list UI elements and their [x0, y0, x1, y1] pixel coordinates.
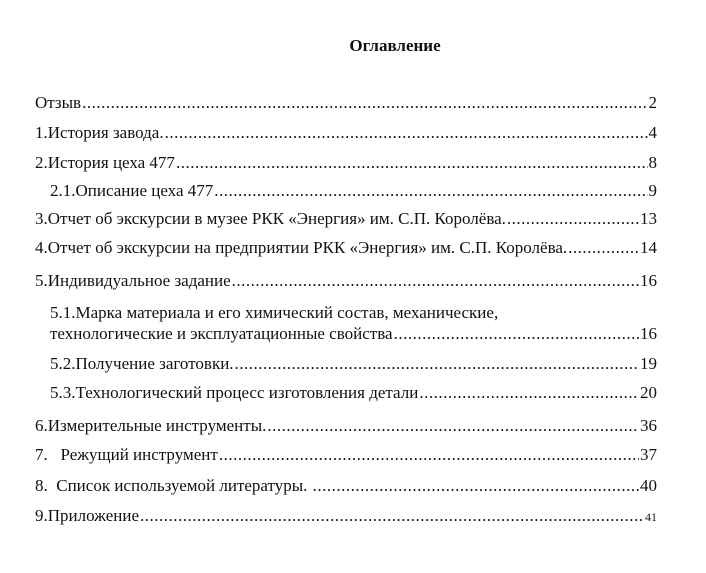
toc-entry-label: Отзыв: [35, 93, 82, 112]
toc-entry-measuring-tools[interactable]: [35, 416, 657, 436]
toc-page-number: 13: [640, 209, 657, 228]
toc-entry-label: 3.Отчет об экскурсии в музее РКК «Энергия» им. С.П. Королёва.: [35, 209, 506, 228]
dot-leader: [419, 383, 639, 403]
dot-leader: [313, 476, 639, 496]
dot-leader: [235, 354, 639, 374]
toc-entry-material-properties[interactable]: [50, 324, 657, 344]
dot-leader: [232, 271, 639, 291]
toc-entry-label: 9.Приложение: [35, 506, 139, 525]
toc-entry-label: 5.Индивидуальное задание: [35, 271, 231, 290]
toc-entry-individual-task[interactable]: [35, 271, 657, 291]
dot-leader: [214, 181, 647, 201]
dot-leader: [394, 324, 639, 344]
toc-page-number: 4: [648, 123, 657, 142]
toc-entry-label-line1: 5.1.Марка материала и его химический состав, механические,: [50, 303, 499, 322]
toc-page-number: 2: [648, 93, 657, 112]
toc-entry-label: 4.Отчет об экскурсии на предприятии РКК «Энергия» им. С.П. Королёва.: [35, 238, 568, 257]
toc-entry-label: 7. Режущий инструмент: [35, 445, 218, 464]
toc-entry-tech-process[interactable]: [50, 383, 657, 403]
dot-leader: [507, 209, 639, 229]
toc-entry-label: технологические и эксплуатационные свойства: [50, 324, 393, 343]
toc-entry-appendix[interactable]: [35, 506, 657, 527]
toc-entry-review[interactable]: [35, 93, 657, 113]
toc-page-number: 16: [640, 324, 657, 343]
toc-entry-label: 5.2.Получение заготовки.: [50, 354, 234, 373]
dot-leader: [82, 93, 647, 113]
toc-page-number: 37: [640, 445, 657, 464]
toc-entry-workshop-description[interactable]: [50, 181, 657, 201]
toc-title: Оглавление: [349, 36, 441, 55]
toc-entry-museum-report[interactable]: [35, 209, 657, 229]
toc-page-number: 36: [640, 416, 657, 435]
toc-entry-label: 2.История цеха 477: [35, 153, 175, 172]
toc-entry-label: 1.История завода.: [35, 123, 164, 142]
dot-leader: [165, 123, 648, 143]
dot-leader: [267, 416, 639, 436]
toc-page-number: 40: [640, 476, 657, 495]
toc-entry-blank-production[interactable]: [50, 354, 657, 374]
toc-page-number: 41: [645, 510, 657, 524]
toc-page-number: 9: [648, 181, 657, 200]
toc-entry-label: 8. Список используемой литературы.: [35, 476, 312, 495]
toc-entry-cutting-tools[interactable]: [35, 445, 657, 465]
toc-entry-label: 2.1.Описание цеха 477: [50, 181, 214, 200]
dot-leader: [219, 445, 639, 465]
dot-leader: [140, 506, 644, 526]
toc-page-number: 8: [648, 153, 657, 172]
toc-page-number: 16: [640, 271, 657, 290]
toc-page-number: 20: [640, 383, 657, 402]
toc-entry-label: 5.3.Технологический процесс изготовления детали: [50, 383, 419, 402]
toc-entry-label: 6.Измерительные инструменты.: [35, 416, 267, 435]
toc-entry-enterprise-report[interactable]: [35, 238, 657, 258]
toc-page-number: 19: [640, 354, 657, 373]
toc-entry-workshop-history[interactable]: [35, 153, 657, 173]
dot-leader: [568, 238, 639, 258]
toc-page-number: 14: [640, 238, 657, 257]
dot-leader: [176, 153, 648, 173]
toc-entry-factory-history[interactable]: [35, 123, 657, 143]
toc-entry-bibliography[interactable]: [35, 476, 657, 496]
